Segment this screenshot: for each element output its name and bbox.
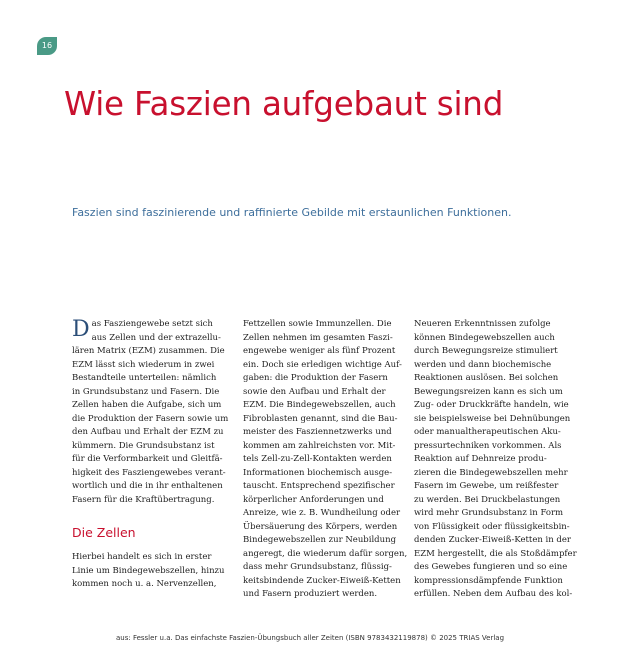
text-line: die Produktion der Fasern sowie um <box>72 413 229 424</box>
text-line: Zellen nehmen im gesamten Faszi- <box>243 332 393 343</box>
text-line: Hierbei handelt es sich in erster <box>72 552 212 562</box>
text-line: aus Zellen und der extrazellu- <box>91 332 221 343</box>
text-column-2 <box>243 318 408 602</box>
text-line: Fettzellen sowie Immunzellen. Die <box>243 319 392 329</box>
text-line: sowie den Aufbau und Erhalt der <box>243 386 386 397</box>
text-line: für die Verformbarkeit und Gleitfä- <box>72 454 223 464</box>
text-line: zieren die Bindegewebszellen mehr <box>414 467 568 478</box>
text-line: sie beispielsweise bei Dehnübungen <box>414 413 571 424</box>
text-line: können Bindegewebszellen auch <box>414 332 555 343</box>
page-title: Wie Faszien aufgebaut sind <box>64 85 504 123</box>
text-line: Übersäuerung des Körpers, werden <box>243 521 398 532</box>
text-line: higkeit des Fasziengewebes verant- <box>72 467 226 478</box>
text-line: wortlich und die in ihr enthaltenen <box>72 481 223 491</box>
text-line: von Flüssigkeit oder flüssigkeitsbin- <box>414 521 570 532</box>
text-line: wird mehr Grundsubstanz in Form <box>414 508 564 518</box>
text-line: gaben: die Produktion der Fasern <box>243 373 388 383</box>
text-line: Fasern für die Kraftübertragung. <box>72 494 215 505</box>
text-line: kümmern. Die Grundsubstanz ist <box>72 440 215 451</box>
text-line: kommen am zahlreichsten vor. Mit- <box>243 440 396 451</box>
text-line: körperlicher Anforderungen und <box>243 494 384 505</box>
text-line: keitsbindende Zucker-Eiweiß-Ketten <box>243 575 401 586</box>
text-line: und Fasern produziert werden. <box>243 589 378 599</box>
page-number-badge: 16 <box>37 37 57 55</box>
lead-text: Faszien sind faszinierende und raffinierte Gebilde mit erstaunlichen Funktionen. <box>72 206 512 219</box>
text-line: engewebe weniger als fünf Prozent <box>243 346 396 356</box>
text-line: EZM hergestellt, die als Stoßdämpfer <box>414 548 577 559</box>
text-line: Fasern im Gewebe, um reißfester <box>414 481 559 491</box>
source-footer: aus: Fessler u.a. Das einfachste Faszien-Übungsbuch aller Zeiten (ISBN 9783432119878) © 2025 TRIAS Verlag <box>115 634 505 642</box>
text-line: lären Matrix (EZM) zusammen. Die <box>72 346 225 356</box>
text-line: Linie um Bindegewebszellen, hinzu <box>72 565 225 576</box>
text-line: EZM lässt sich wiederum in zwei <box>72 359 215 370</box>
text-line: Zellen haben die Aufgabe, sich um <box>72 400 222 410</box>
text-line: Bindegewebszellen zur Neubildung <box>243 535 397 545</box>
text-line: Anreize, wie z. B. Wundheilung oder <box>243 508 401 518</box>
text-line: Neueren Erkenntnissen zufolge <box>414 319 551 329</box>
text-line: den Aufbau und Erhalt der EZM zu <box>72 427 224 437</box>
text-line: Fibroblasten genannt, sind die Bau- <box>243 413 398 424</box>
text-line: kommen noch u. a. Nervenzellen, <box>72 579 217 589</box>
text-line: ein. Doch sie erledigen wichtige Auf- <box>243 359 402 370</box>
text-line: EZM. Die Bindegewebszellen, auch <box>243 400 396 410</box>
text-line: werden und dann biochemische <box>414 359 552 370</box>
text-line: Zug- oder Druckkräfte handeln, wie <box>414 400 569 410</box>
text-column-1 <box>72 317 229 592</box>
section-heading: Die Zellen <box>72 525 136 540</box>
text-line: denden Zucker-Eiweiß-Ketten in der <box>414 535 571 545</box>
text-line: kompressionsdämpfende Funktion <box>414 575 563 586</box>
text-line: Informationen biochemisch ausge- <box>243 467 393 478</box>
text-line: oder manualtherapeutischen Aku- <box>414 427 561 437</box>
text-line: zu werden. Bei Druckbelastungen <box>414 494 561 505</box>
text-line: pressurtechniken vorkommen. Als <box>414 440 562 451</box>
text-line: Bestandteile unterteilen: nämlich <box>72 373 217 383</box>
text-line: tels Zell-zu-Zell-Kontakten werden <box>243 454 392 464</box>
text-line: Reaktionen auslösen. Bei solchen <box>414 373 559 383</box>
text-line: meister des Fasziennetzwerks und <box>243 427 392 437</box>
text-line: dass mehr Grundsubstanz, flüssig- <box>243 562 392 572</box>
text-line: durch Bewegungsreize stimuliert <box>414 346 558 356</box>
text-line: Reaktion auf Dehnreize produ- <box>414 454 547 464</box>
drop-cap: D <box>72 317 90 342</box>
text-column-3 <box>414 318 577 602</box>
text-line: tauscht. Entsprechend spezifischer <box>243 481 395 491</box>
text-line: des Gewebes fungieren und so eine <box>414 562 568 572</box>
text-line: Bewegungsreizen kann es sich um <box>414 386 563 397</box>
text-line: angeregt, die wiederum dafür sorgen, <box>243 548 408 559</box>
text-line: erfüllen. Neben dem Aufbau des kol- <box>414 589 573 599</box>
text-line: in Grundsubstanz und Fasern. Die <box>72 386 220 397</box>
text-line: as Fasziengewebe setzt sich <box>91 319 213 329</box>
